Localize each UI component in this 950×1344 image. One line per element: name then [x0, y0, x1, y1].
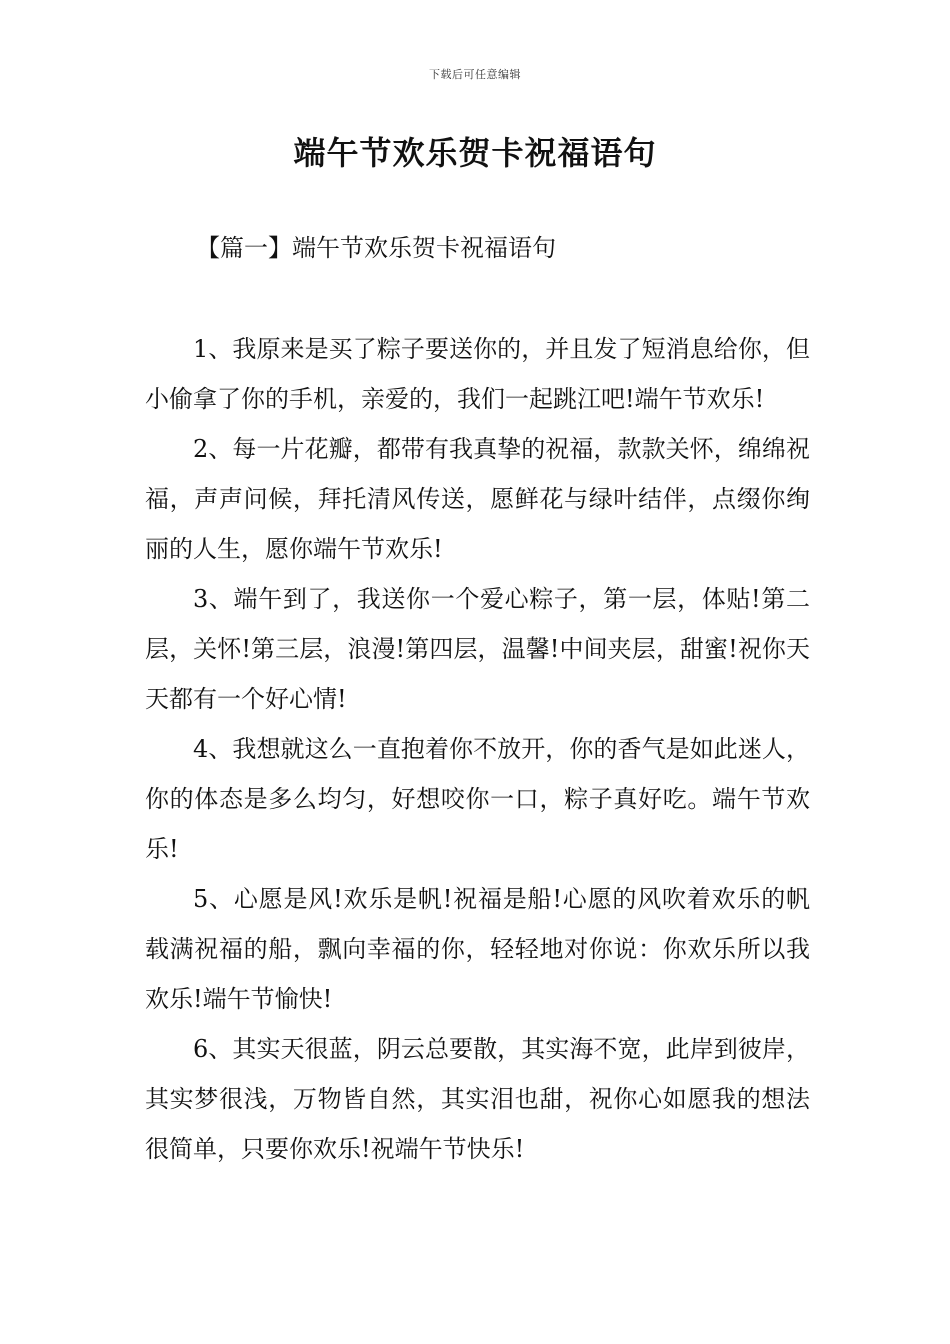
paragraph-3: 3、端午到了，我送你一个爱心粽子，第一层，体贴!第二层，关怀!第三层，浪漫!第四层，温馨!中间夹层，甜蜜!祝你天天都有一个好心情!: [145, 585, 810, 713]
section-heading: 【篇一】端午节欢乐贺卡祝福语句: [196, 234, 556, 262]
body-text: [145, 324, 810, 1174]
paragraph-2: 2、每一片花瓣，都带有我真挚的祝福，款款关怀，绵绵祝福，声声问候，拜托清风传送，愿鲜花与绿叶结伴，点缀你绚丽的人生，愿你端午节欢乐!: [145, 435, 810, 563]
paragraph-4: 4、我想就这么一直抱着你不放开，你的香气是如此迷人，你的体态是多么均匀，好想咬你一口，粽子真好吃。端午节欢乐!: [145, 735, 810, 863]
paragraph-1: 1、我原来是买了粽子要送你的，并且发了短消息给你，但小偷拿了你的手机，亲爱的，我们一起跳江吧!端午节欢乐!: [145, 335, 810, 413]
page-title: 端午节欢乐贺卡祝福语句: [293, 134, 657, 172]
paragraph-5: 5、心愿是风!欢乐是帆!祝福是船!心愿的风吹着欢乐的帆载满祝福的船，飘向幸福的你，轻轻地对你说：你欢乐所以我欢乐!端午节愉快!: [145, 885, 810, 1013]
paragraph-6: 6、其实天很蓝，阴云总要散，其实海不宽，此岸到彼岸，其实梦很浅，万物皆自然，其实泪也甜，祝你心如愿我的想法很简单，只要你欢乐!祝端午节快乐!: [145, 1035, 810, 1163]
header-note: 下载后可任意编辑: [429, 68, 521, 81]
